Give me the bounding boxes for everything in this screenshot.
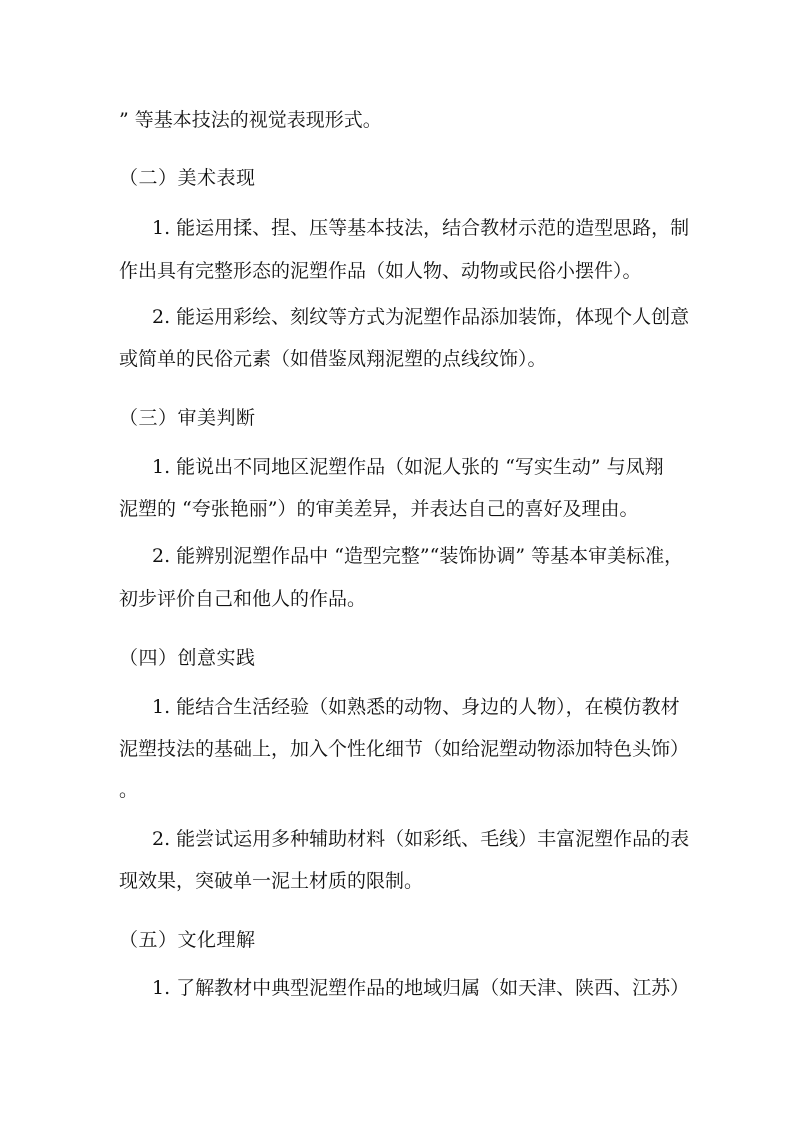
text-line: 作出具有完整形态的泥塑作品（如人物、动物或民俗小摆件）。 (119, 260, 642, 282)
section-heading: （三）审美判断 (119, 407, 256, 429)
list-item: 2. 能运用彩绘、刻纹等方式为泥塑作品添加装饰，体现个人创意 (152, 306, 690, 328)
list-item: 2. 能尝试运用多种辅助材料（如彩纸、毛线）丰富泥塑作品的表 (152, 828, 690, 850)
section-heading: （二）美术表现 (119, 167, 256, 189)
list-item: 1. 能说出不同地区泥塑作品（如泥人张的 “写实生动” 与凤翔 (152, 456, 664, 478)
list-item: 1. 了解教材中典型泥塑作品的地域归属（如天津、陕西、江苏） (152, 977, 690, 999)
text-line: 初步评价自己和他人的作品。 (119, 588, 367, 610)
list-item: 1. 能运用揉、捏、压等基本技法，结合教材示范的造型思路，制 (152, 217, 690, 239)
text-line: 。 (119, 779, 139, 801)
list-item: 1. 能结合生活经验（如熟悉的动物、身边的人物），在模仿教材 (152, 696, 680, 718)
text-line: ” 等基本技法的视觉表现形式。 (119, 109, 382, 131)
list-item: 2. 能辨别泥塑作品中 “造型完整”“装饰协调” 等基本审美标准， (152, 545, 684, 567)
section-heading: （五）文化理解 (119, 929, 256, 951)
text-line: 或简单的民俗元素（如借鉴凤翔泥塑的点线纹饰）。 (119, 348, 547, 370)
text-line: 泥塑技法的基础上，加入个性化细节（如给泥塑动物添加特色头饰） (119, 738, 690, 760)
section-heading: （四）创意实践 (119, 647, 256, 669)
text-line: 现效果，突破单一泥土材质的限制。 (119, 870, 424, 892)
text-line: 泥塑的 “夸张艳丽”）的审美差异，并表达自己的喜好及理由。 (119, 498, 639, 520)
